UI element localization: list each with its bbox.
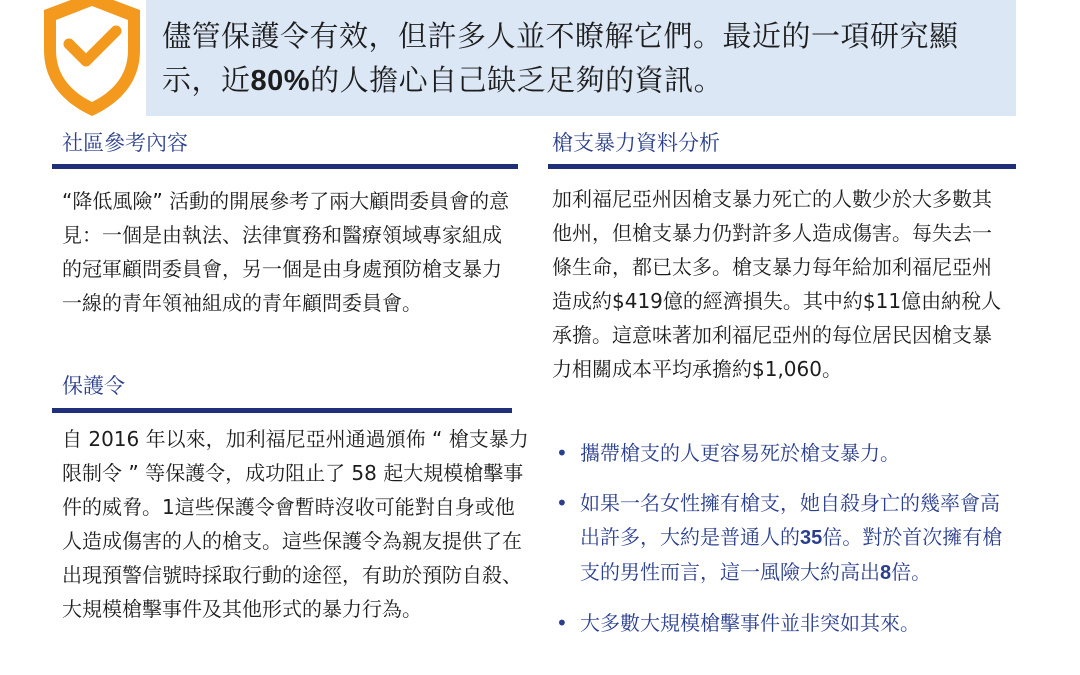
banner-stat: 80% bbox=[250, 65, 311, 97]
section-rule bbox=[52, 164, 518, 169]
section-title-protection-orders: 保護令 bbox=[62, 374, 125, 398]
data-analysis-paragraph: 加利福尼亞州因槍支暴力死亡的人數少於大多數其他州，但槍支暴力仍對許多人造成傷害。每失去一條生命，都已太多。槍支暴力每年給加利福尼亞州造成約$419億的經濟損失。其中約$11億由納稅人承擔。這意味著加利福尼亞州的每位居民因槍支暴力相關成本平均承擔約$1,060。 bbox=[552, 187, 1002, 381]
section-title-community: 社區參考內容 bbox=[62, 131, 188, 155]
list-item: • 攜帶槍支的人更容易死於槍支暴力。 bbox=[554, 436, 1014, 470]
banner-text: 儘管保護令有效，但許多人並不瞭解它們。最近的一項研究顯示，近80%的人擔心自己缺乏足夠的資訊。 bbox=[162, 19, 959, 97]
section-rule bbox=[52, 408, 512, 413]
section-rule bbox=[548, 164, 1016, 169]
shield-check-icon bbox=[36, 0, 148, 120]
highlight-banner bbox=[146, 0, 1016, 116]
list-item: • 大多數大規模槍擊事件並非突如其來。 bbox=[554, 606, 1014, 640]
section-title-data-analysis: 槍支暴力資料分析 bbox=[552, 131, 720, 155]
community-paragraph: “降低風險” 活動的開展參考了兩大顧問委員會的意見：一個是由執法、法律實務和醫療領域專家組成的冠軍顧問委員會，另一個是由身處預防槍支暴力一線的青年領袖組成的青年顧問委員會。 bbox=[62, 189, 510, 315]
list-item: • 如果一名女性擁有槍支，她自殺身亡的幾率會高出許多，大約是普通人的35倍。對於首次擁有槍支的男性而言，這一風險大約高出8倍。 bbox=[554, 486, 1014, 590]
protection-orders-paragraph: 自 2016 年以來，加利福尼亞州通過頒佈 “ 槍支暴力限制令 ” 等保護令，成功阻止了 58 起大規模槍擊事件的威脅。1這些保護令會暫時沒收可能對自身或他人造成傷害的人的槍支。這些保護令為親友提供了在出現預警信號時採取行動的途徑，有助於預防自殺、大規模槍擊事件及其他形式的暴力行為。 bbox=[62, 427, 529, 621]
facts-list bbox=[554, 436, 1014, 656]
